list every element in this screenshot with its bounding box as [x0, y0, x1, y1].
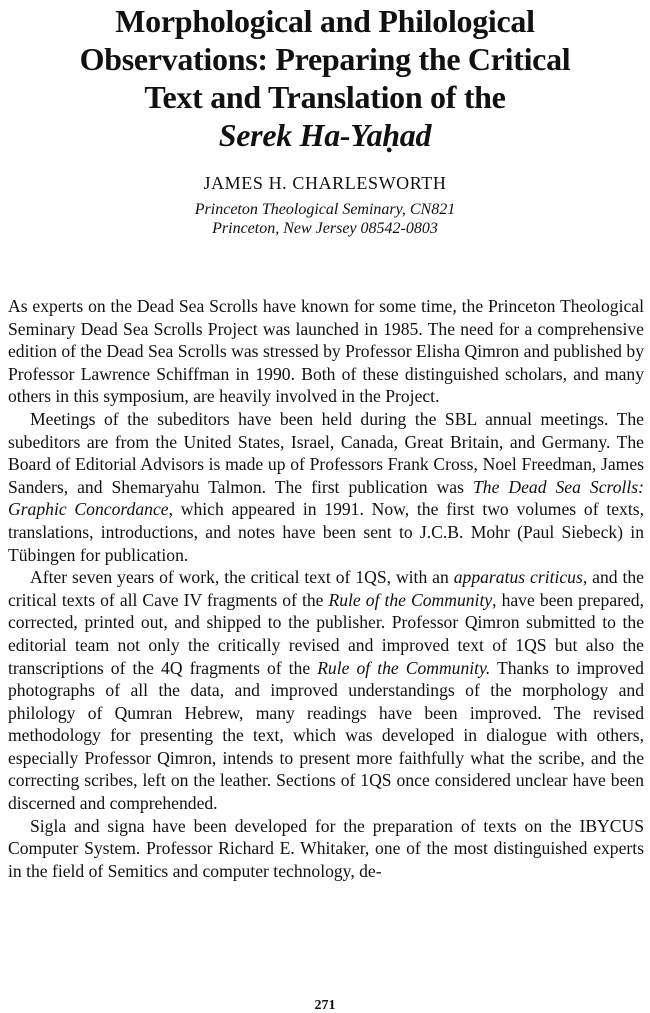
paragraph-3: [8, 566, 644, 815]
author-name: JAMES H. CHARLESWORTH: [203, 173, 447, 193]
paragraph-3-title-1: Rule of the Community: [328, 589, 493, 610]
article-body: [8, 295, 644, 882]
title-line-1: Morphological and Philological: [115, 3, 535, 39]
paragraph-3-text-b: , and the critical texts of all Cave IV fragments of the: [8, 567, 644, 610]
title-line-4: Serek Ha-Yaḥad: [218, 117, 432, 153]
page-number: 271: [314, 998, 336, 1013]
paragraph-2-text-b: , which appeared in 1991. Now, the first two volumes of texts, translations, introductions, and notes have been sent to J.C.B. Mohr (Paul Siebeck) in Tübingen for publication.: [8, 499, 644, 565]
paragraph-3-text-d: Thanks to improved photographs of all the data, and improved understandings of the morphology and philology of Qumran Hebrew, many readings have been improved. The revised methodology for presenting the text, which was developed in dialogue with others, especially Professor Qimron, intends to present more faithfully what the scribe, and the correcting scribes, left on the leather. Sections of 1QS once considered unclear have been discerned and comprehended.: [8, 657, 644, 814]
paragraph-2: [8, 408, 644, 566]
paragraph-2-publication-title: The Dead Sea Scrolls: Graphic Concordance: [8, 476, 644, 520]
paragraph-3-term: apparatus criticus: [453, 567, 583, 588]
article-title: [0, 0, 650, 154]
author-affiliation: [0, 200, 650, 238]
paragraph-2-text-a: Meetings of the subeditors have been held during the SBL annual meetings. The subeditors are from the United States, Israel, Canada, Great Britain, and Germany. The Board of Editorial Advisors is made up of Professors Frank Cross, Noel Freedman, James Sanders, and Shemaryahu Talmon. The first publication was: [8, 408, 644, 497]
paragraph-3-title-2: Rule of the Community.: [317, 657, 491, 678]
title-line-3: Text and Translation of the: [144, 79, 506, 115]
paragraph-3-text-a: After seven years of work, the critical text of 1QS, with an: [30, 567, 454, 588]
affiliation-line-1: Princeton Theological Seminary, CN821: [194, 201, 456, 218]
affiliation-line-2: Princeton, New Jersey 08542-0803: [212, 220, 438, 237]
title-line-2: Observations: Preparing the Critical: [79, 41, 571, 77]
paragraph-4: Sigla and signa have been developed for the preparation of texts on the IBYCUS Computer System. Professor Richard E. Whitaker, one of the most distinguished experts in the field of Semitics and computer technology, de-: [8, 815, 644, 881]
paragraph-1: As experts on the Dead Sea Scrolls have known for some time, the Princeton Theological Seminary Dead Sea Scrolls Project was launched in 1985. The need for a comprehensive edition of the Dead Sea Scrolls was stressed by Professor Elisha Qimron and published by Professor Lawrence Schiffman in 1990. Both of these distinguished scholars, and many others in this symposium, are heavily involved in the Project.: [8, 296, 644, 407]
paragraph-3-text-c: , have been prepared, corrected, printed out, and shipped to the publisher. Professor Qimron submitted to the editorial team not only the critically revised and improved text of 1QS but also the transcriptions of the 4Q fragments of the: [8, 589, 644, 678]
